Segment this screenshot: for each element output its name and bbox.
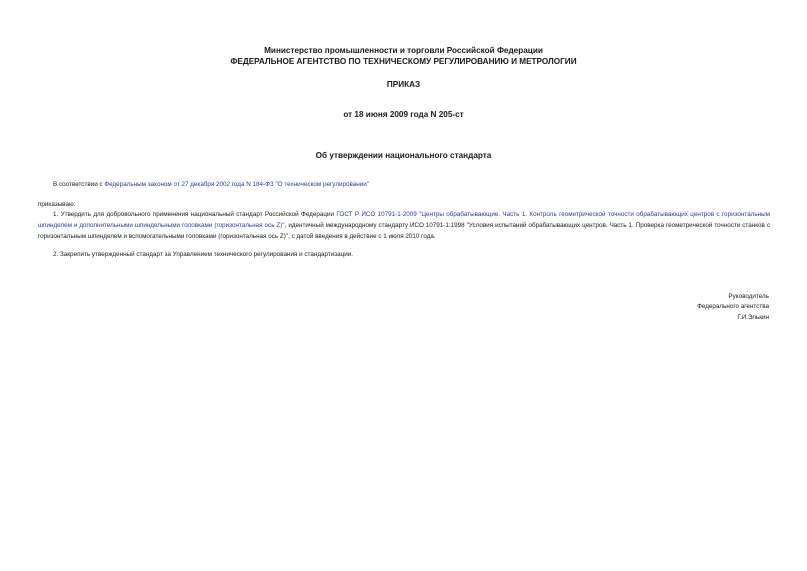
signature-name: Г.И.Элькин [737, 314, 769, 321]
ministry-heading: Министерство промышленности и торговли Российской Федерации [264, 46, 543, 55]
item1-prefix: 1. Утвердить для добровольного применения национальный стандарт Российской Федерации [53, 211, 337, 218]
command-text: приказываю: [38, 201, 76, 208]
preamble-prefix: В соответствии с [53, 181, 105, 188]
order-date: от 18 июня 2009 года N 205-ст [343, 110, 464, 119]
signature-org: Федерального агентства [697, 303, 769, 310]
preamble-paragraph [53, 179, 753, 190]
standard-link[interactable]: ГОСТ Р ИСО 10791-1-2009 "Центры обрабатывающие. Часть 1. Контроль геометрической точности обрабатывающих центров с горизонтальным шпинделем и дополнительными шпиндельными головками (горизонтальная ось Z)" [38, 211, 770, 229]
order-item-1 [38, 209, 770, 242]
item1-suffix: , идентичный международному стандарту ИСО 10791-1:1998 "Условия испытаний обрабатывающих центров. Часть 1. Проверка геометрической точности станков с горизонтальным шпинделем и вспомогательными головками (горизонтальная ось Z)", с датой введения в действие с 1 июля 2010 года. [38, 222, 770, 240]
signature-title: Руководитель [728, 293, 769, 300]
order-subject: Об утверждении национального стандарта [315, 151, 492, 160]
federal-law-link[interactable]: Федеральным законом от 27 декабря 2002 года N 184-ФЗ "О техническом регулировании" [104, 181, 370, 188]
agency-heading: ФЕДЕРАЛЬНОЕ АГЕНТСТВО ПО ТЕХНИЧЕСКОМУ РЕГУЛИРОВАНИЮ И МЕТРОЛОГИИ [230, 57, 577, 66]
order-item-2: 2. Закрепить утвержденный стандарт за Управлением технического регулирования и стандартизации. [53, 251, 354, 258]
order-title: ПРИКАЗ [386, 80, 421, 89]
